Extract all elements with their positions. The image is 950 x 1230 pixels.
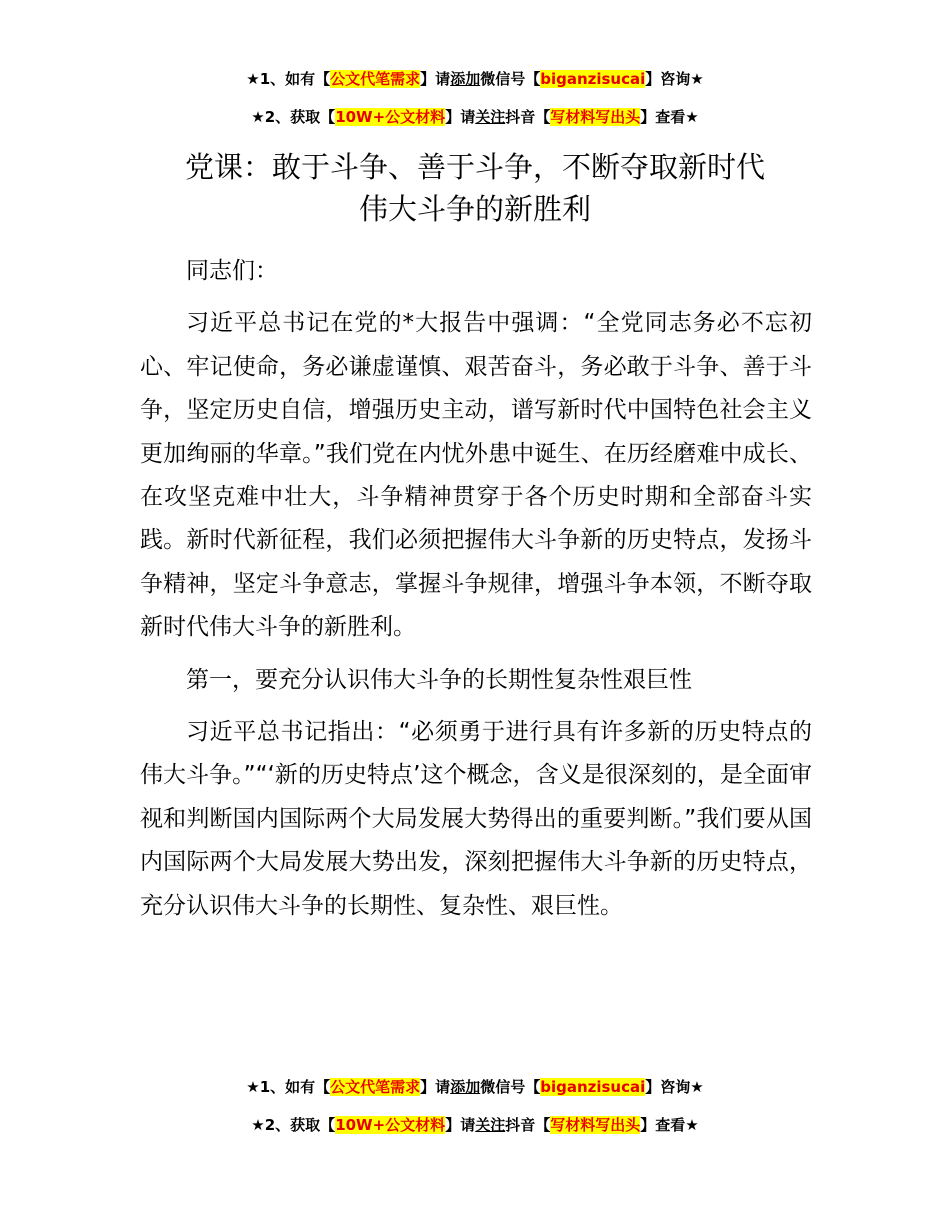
document-body: [140, 250, 812, 937]
banner-highlight-douyin-account: 写材料写出头: [550, 1116, 641, 1134]
banner-prefix: ★1、如有【: [246, 1078, 331, 1096]
promo-banner-top-line-1: [0, 68, 950, 90]
paragraph: 习近平总书记在党的*大报告中强调：“全党同志务必不忘初心、牢记使命，务必谦虚谨慎、艰苦奋斗，务必敢于斗争、善于斗争，坚定历史自信，增强历史主动，谱写新时代中国特色社会主义更加绚丽的华章。”我们党在内忧外患中诞生、在历经磨难中成长、在攻坚克难中壮大，斗争精神贯穿于各个历史时期和全部奋斗实践。新时代新征程，我们必须把握伟大斗争新的历史特点，发扬斗争精神，坚定斗争意志，掌握斗争规律，增强斗争本领，不断夺取新时代伟大斗争的新胜利。: [140, 310, 812, 641]
section-heading: 第一，要充分认识伟大斗争的长期性复杂性艰巨性: [186, 666, 692, 693]
banner-suffix: 】查看★: [640, 1116, 699, 1134]
banner-prefix: ★2、获取【: [251, 1116, 336, 1134]
banner-highlight-wechat-id: biganzisucai: [540, 70, 646, 88]
banner-text: 】请: [445, 1116, 476, 1134]
document-title: [60, 146, 890, 230]
banner-prefix: ★2、获取【: [251, 108, 336, 126]
banner-underlined-text: 关注: [475, 1116, 506, 1134]
banner-underlined-text: 添加: [450, 70, 481, 88]
promo-banner-top-line-2: [0, 106, 950, 128]
banner-highlight-materials: 10W+公文材料: [335, 1116, 446, 1134]
banner-highlight-materials: 10W+公文材料: [335, 108, 446, 126]
promo-banner-bottom-line-2: [0, 1114, 950, 1136]
banner-text: 抖音【: [505, 108, 551, 126]
title-line-2: 伟大斗争的新胜利: [358, 192, 591, 226]
banner-text: 】请: [445, 108, 476, 126]
salutation: 同志们：: [186, 258, 278, 284]
promo-banner-bottom-line-1: [0, 1076, 950, 1098]
banner-highlight-service: 公文代笔需求: [330, 1078, 421, 1096]
banner-suffix: 】咨询★: [645, 70, 704, 88]
banner-text: 抖音【: [505, 1116, 551, 1134]
paragraph: 习近平总书记指出：“必须勇于进行具有许多新的历史特点的伟大斗争。”“‘新的历史特点’这个概念，含义是很深刻的，是全面审视和判断国内国际两个大局发展大势得出的重要判断。”我们要从国内国际两个大局发展大势出发，深刻把握伟大斗争新的历史特点，充分认识伟大斗争的长期性、复杂性、艰巨性。: [140, 719, 812, 919]
banner-text: 】请: [420, 70, 451, 88]
banner-highlight-douyin-account: 写材料写出头: [550, 108, 641, 126]
banner-underlined-text: 添加: [450, 1078, 481, 1096]
title-line-1: 党课：敢于斗争、善于斗争，不断夺取新时代: [184, 150, 765, 184]
banner-text: 】请: [420, 1078, 451, 1096]
banner-suffix: 】查看★: [640, 108, 699, 126]
banner-highlight-wechat-id: biganzisucai: [540, 1078, 646, 1096]
banner-highlight-service: 公文代笔需求: [330, 70, 421, 88]
banner-text: 微信号【: [480, 70, 541, 88]
banner-text: 微信号【: [480, 1078, 541, 1096]
banner-suffix: 】咨询★: [645, 1078, 704, 1096]
banner-underlined-text: 关注: [475, 108, 506, 126]
banner-prefix: ★1、如有【: [246, 70, 331, 88]
